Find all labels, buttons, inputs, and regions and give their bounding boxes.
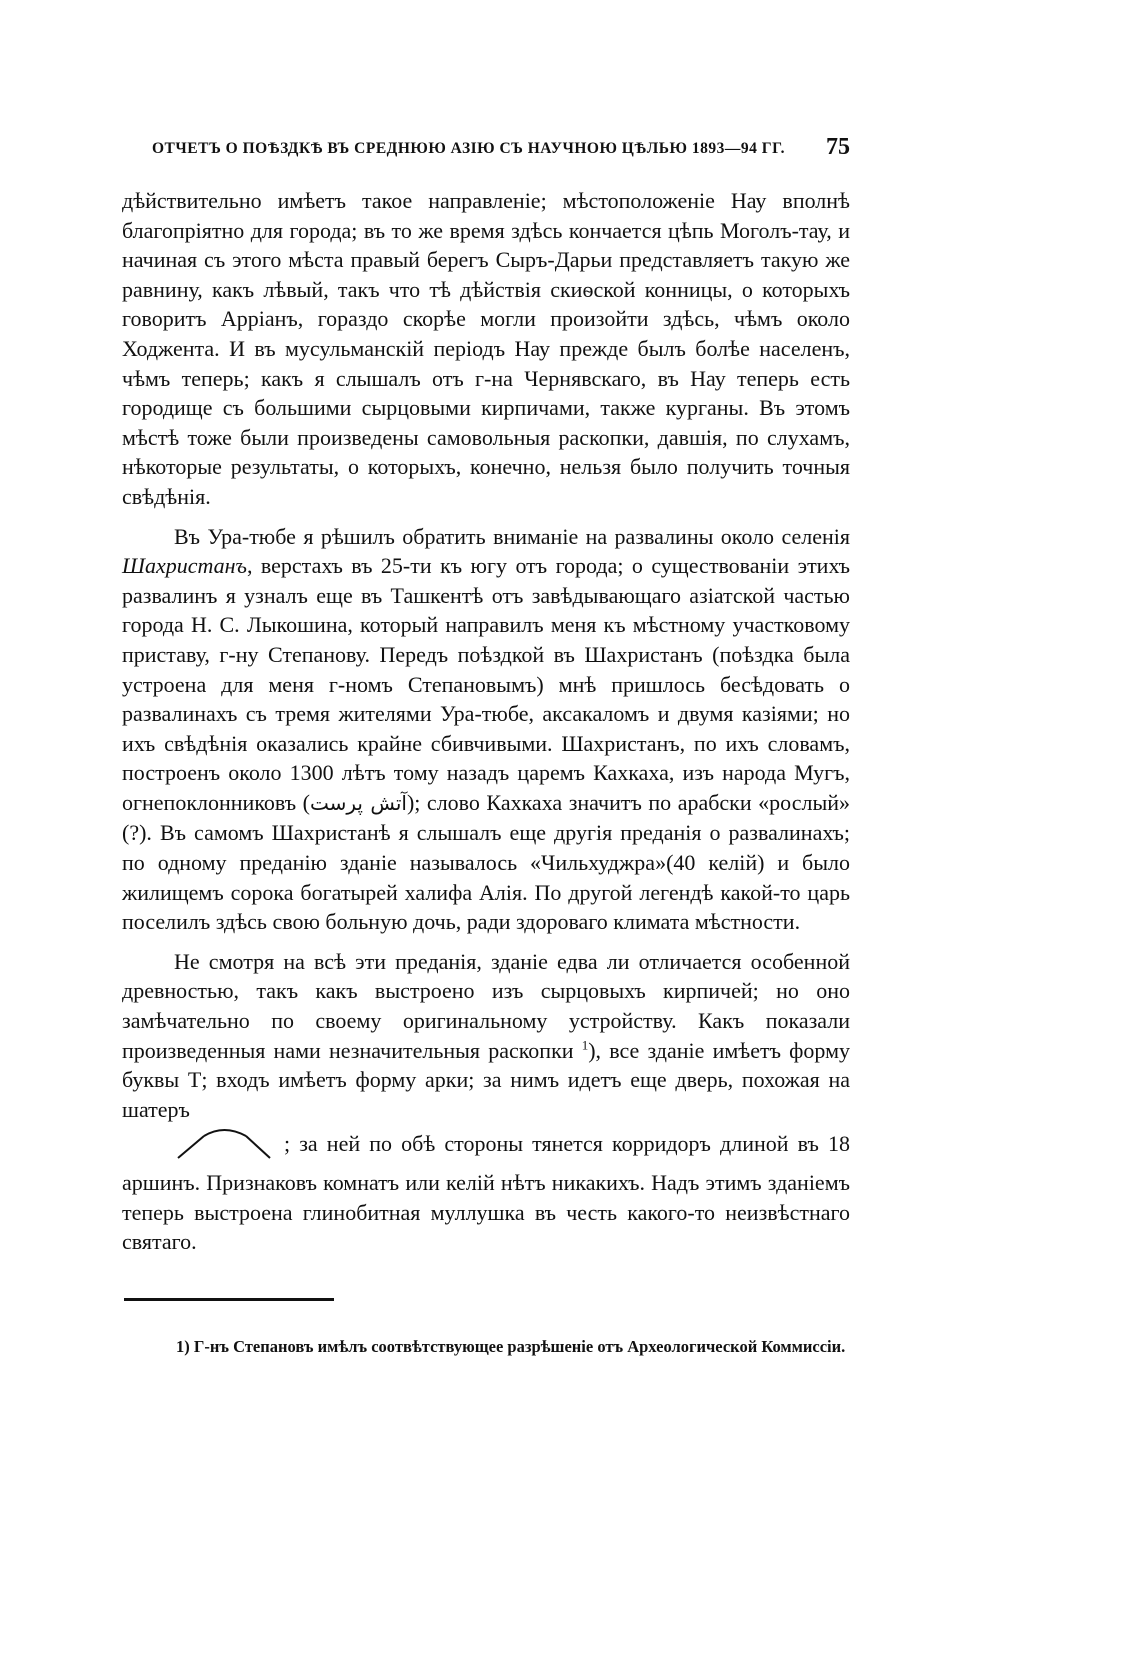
paragraph-building-tail: ; за ней по обѣ стороны тянется корридоръ длиной въ 18 аршинъ. Признаковъ комнатъ или келій нѣтъ никакихъ. Надъ этимъ зданіемъ теперь выстроена глинобитная муллушка въ честь какого-то неизвѣстнаго святаго. [122, 1131, 850, 1255]
paragraph-nau-text: дѣйствительно имѣетъ такое направленіе; мѣстоположеніе Нау вполнѣ благопріятно для города; въ то же время здѣсь кончается цѣпь Моголъ-тау, и начиная съ этого мѣста правый берегъ Сыръ-Дарьи представляетъ такую же равнину, какъ лѣвый, такъ что тѣ дѣйствія скиѳской конницы, о которыхъ говоритъ Арріанъ, гораздо скорѣе могли произойти здѣсь, чѣмъ около Ходжента. И въ мусульманскій періодъ Нау прежде былъ болѣе населенъ, чѣмъ теперь; какъ я слышалъ отъ г-на Чернявскаго, въ Нау теперь есть городище съ большими сырцовыми кирпичами, также курганы. Въ этомъ мѣстѣ тоже были произведены самовольныя раскопки, давшія, по слухамъ, нѣкоторые результаты, о которыхъ, конечно, нельзя было получить точныя свѣдѣнія. [122, 188, 850, 509]
paragraph-shahristan-lead: Въ Ура-тюбе я рѣшилъ обратить вниманіе на развалины около селенія [174, 523, 850, 549]
paragraph-nau [122, 186, 850, 512]
paragraph-shahristan-tail: ); слово Кахкаха значитъ по арабски «рослый» (?). Въ самомъ Шахристанѣ я слышалъ еще другія преданія о развалинахъ; по одному преданію зданіе называлось «Чильхуджра»(40 келій) и было жилищемъ сорока богатырей халифа Алія. По другой легендѣ какой-то царь поселилъ здѣсь свою больную дочь, ради здороваго климата мѣстности. [122, 789, 851, 935]
page-number: 75 [826, 134, 850, 160]
running-head [152, 134, 852, 168]
place-name-shahristan: Шахристанъ [122, 553, 247, 579]
tent-shape-figure [122, 1124, 274, 1168]
arabic-term: آتش پرست [309, 790, 407, 815]
paragraph-building-body: ), все зданіе имѣетъ форму буквы Т; входъ имѣетъ форму арки; за нимъ идетъ еще дверь, похожая на шатеръ [122, 1037, 850, 1122]
footnote-rule [124, 1298, 334, 1301]
paragraph-building-lead: Не смотря на всѣ эти преданія, зданіе едва ли отличается особенной древностью, такъ какъ выстроено изъ сырцовыхъ кирпичей; но оно замѣчательно по своему оригинальному устройству. Какъ показали произведенныя нами незначительныя раскопки [122, 948, 850, 1063]
paragraph-shahristan-body: , верстахъ въ 25-ти къ югу отъ города; о существованіи этихъ развалинъ я узналъ еще въ Ташкентѣ отъ завѣдывающаго азіатской частью города Н. С. Лыкошина, который направилъ меня къ мѣстному участковому приставу, г-ну Степанову. Передъ поѣздкой въ Шахристанъ (поѣздка была устроена для меня г-номъ Степановымъ) мнѣ пришлось бесѣдовать о развалинахъ съ тремя жителями Ура-тюбе, аксакаломъ и двумя казіями; но ихъ свѣдѣнія оказались крайне сбивчивыми. Шахристанъ, по ихъ словамъ, построенъ около 1300 лѣтъ тому назадъ царемъ Кахкаха, изъ народа Мугъ, огнепоклонниковъ ( [122, 553, 850, 815]
tent-shape-drawing [174, 1124, 274, 1160]
paragraph-shahristan [122, 522, 850, 937]
running-title: ОТЧЕТЪ О ПОѢЗДКѢ ВЪ СРЕДНЮЮ АЗІЮ СЪ НАУЧНОЮ ЦѢЛЬЮ 1893—94 ГГ. [152, 140, 786, 157]
body-text [122, 186, 850, 1257]
paragraph-building [122, 947, 850, 1257]
footnote: 1) Г-нъ Степановъ имѣлъ соотвѣтствующее разрѣшеніе отъ Археологической Коммиссіи. [176, 1337, 846, 1356]
footnote-reference: 1 [581, 1037, 589, 1053]
